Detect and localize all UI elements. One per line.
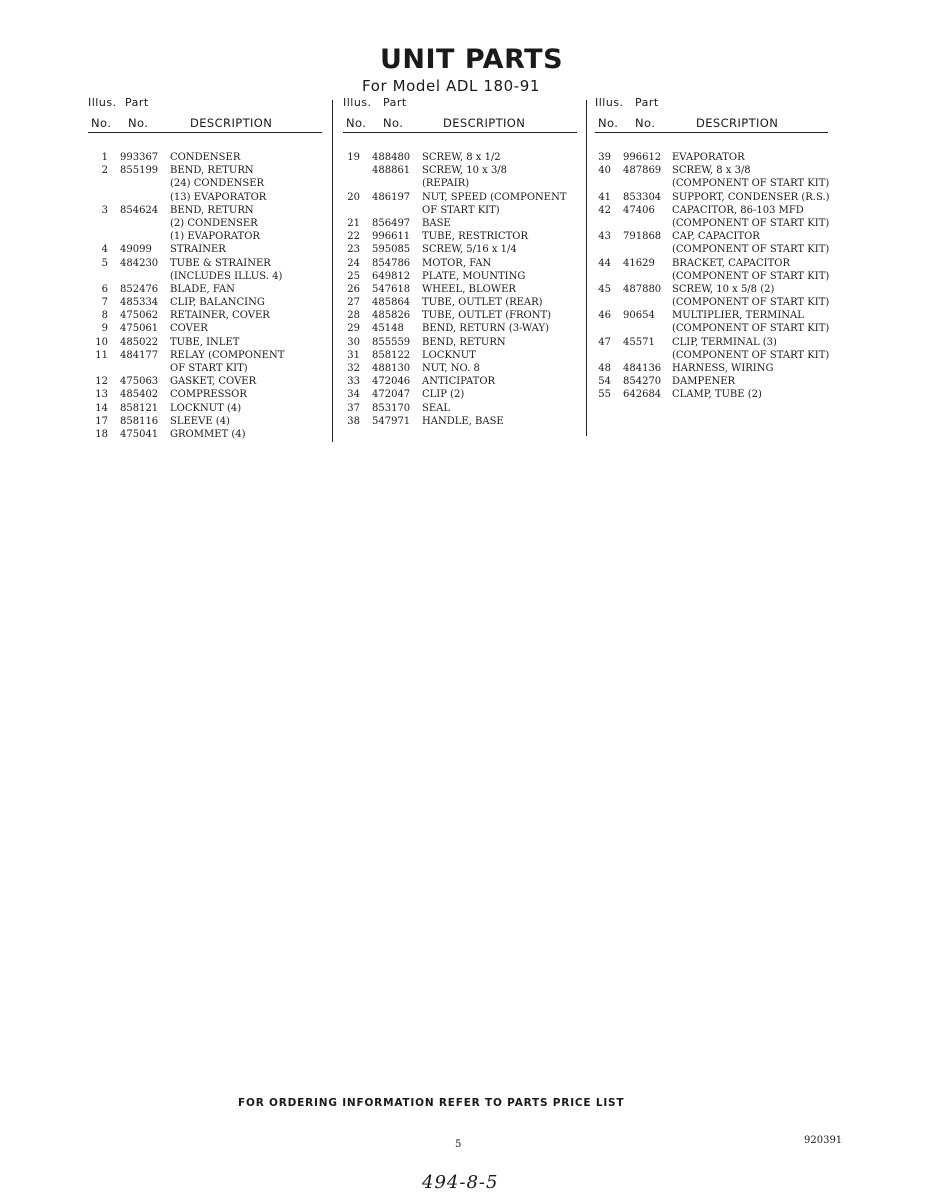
part-number: 485826 [372,310,411,322]
part-description: HARNESS, WIRING [672,363,774,374]
part-number: 791868 [623,231,662,243]
part-no-header: No. [635,116,656,130]
part-description: BASE [422,217,451,229]
part-number: 45571 [623,336,655,348]
column-divider [586,100,587,436]
illus-number: 34 [347,389,360,401]
part-no-header: No. [383,116,404,130]
illus-number: 27 [347,297,360,309]
part-number: 485402 [120,389,159,401]
header-rule [595,132,828,133]
description-header: DESCRIPTION [443,116,526,130]
part-number: 485022 [120,336,159,348]
part-description: (INCLUDES ILLUS. 4) [170,270,283,282]
part-number: 90654 [623,310,655,322]
part-description: CLIP, TERMINAL (3) [672,336,777,348]
part-description: SCREW, 10 x 5/8 (2) [672,283,775,295]
part-description: BEND, RETURN (3-WAY) [422,323,549,335]
illus-number: 47 [598,336,611,348]
part-description: PLATE, MOUNTING [422,270,526,282]
model-subtitle: For Model ADL 180-91 [362,77,541,95]
part-number: 853170 [372,402,411,414]
part-number: 993367 [120,152,159,163]
part-description: (COMPONENT OF START KIT) [672,217,830,229]
part-description: COVER [170,323,208,335]
part-description: SEAL [422,402,451,414]
part-number: 854786 [372,257,411,269]
part-description: (COMPONENT OF START KIT) [672,349,830,361]
description-header: DESCRIPTION [190,116,273,130]
illus-number: 54 [598,376,611,388]
part-description: (COMPONENT OF START KIT) [672,244,830,256]
part-description: TUBE, OUTLET (FRONT) [422,310,552,322]
part-description: MOTOR, FAN [422,257,492,269]
illus-number: 23 [347,244,360,256]
illus-number: 5 [101,257,108,269]
document-code: 920391 [804,1135,843,1146]
part-description: TUBE, OUTLET (REAR) [422,297,543,309]
part-number: 852476 [120,283,159,295]
illus-number: 24 [347,257,360,269]
illus-number: 4 [101,244,108,256]
illus-number: 29 [347,323,360,335]
header-rule [343,132,577,133]
header-rule [88,132,322,133]
part-description: MULTIPLIER, TERMINAL [672,310,804,322]
illus-header-top: Illus. [595,96,624,109]
part-number: 488130 [372,363,411,374]
illus-number: 17 [95,415,108,427]
illus-number: 3 [101,204,108,216]
illus-number: 37 [347,402,360,414]
part-number: 484230 [120,257,159,269]
part-header-top: Part [125,96,149,109]
part-description: BEND, RETURN [170,165,254,177]
part-number: 475062 [120,310,159,322]
part-number: 486197 [372,191,411,203]
part-number: 488861 [372,165,411,177]
part-description: EVAPORATOR [672,152,745,163]
part-description: STRAINER [170,244,226,256]
part-number: 853304 [623,191,662,203]
illus-no-header: No. [91,116,112,130]
part-description: CAPACITOR, 86-103 MFD [672,204,804,216]
part-number: 485334 [120,297,159,309]
column-divider [332,100,333,442]
illus-number: 8 [101,310,108,322]
part-description: SLEEVE (4) [170,415,230,427]
part-number: 41629 [623,257,655,269]
illus-number: 1 [101,152,108,163]
illus-number: 25 [347,270,360,282]
part-no-header: No. [128,116,149,130]
part-number: 475041 [120,428,159,440]
part-header-top: Part [383,96,407,109]
illus-number: 2 [101,165,108,177]
part-number: 547618 [372,283,411,295]
part-number: 854624 [120,204,159,216]
part-description: SCREW, 8 x 3/8 [672,165,751,177]
part-description: DAMPENER [672,376,736,388]
part-number: 487869 [623,165,662,177]
part-description: LOCKNUT [422,349,476,361]
illus-number: 6 [101,283,108,295]
part-number: 642684 [623,389,662,401]
illus-number: 20 [347,191,360,203]
part-number: 484177 [120,349,159,361]
illus-number: 7 [101,297,108,309]
illus-number: 55 [598,389,611,401]
part-description: OF START KIT) [422,204,500,216]
part-description: (24) CONDENSER [170,178,265,190]
part-description: SCREW, 10 x 3/8 [422,165,508,177]
part-description: WHEEL, BLOWER [422,283,516,295]
part-number: 855199 [120,165,159,177]
part-number: 858122 [372,349,411,361]
illus-number: 28 [347,310,360,322]
part-description: CAP, CAPACITOR [672,231,760,243]
part-description: TUBE & STRAINER [170,257,271,269]
part-description: GROMMET (4) [170,428,246,440]
part-number: 49099 [120,244,152,256]
part-number: 996612 [623,152,662,163]
part-number: 488480 [372,152,411,163]
part-number: 484136 [623,363,662,374]
illus-number: 33 [347,376,360,388]
illus-number: 9 [101,323,108,335]
illus-number: 10 [95,336,108,348]
part-description: RETAINER, COVER [170,310,270,322]
part-number: 856497 [372,217,411,229]
description-header: DESCRIPTION [696,116,779,130]
illus-header-top: Illus. [88,96,117,109]
illus-number: 21 [347,217,360,229]
part-number: 472046 [372,376,411,388]
part-number: 547971 [372,415,411,427]
part-description: SCREW, 5/16 x 1/4 [422,244,517,256]
part-description: TUBE, RESTRICTOR [422,231,528,243]
part-description: RELAY (COMPONENT [170,349,285,361]
part-description: GASKET, COVER [170,376,257,388]
illus-number: 11 [95,349,108,361]
illus-number: 26 [347,283,360,295]
part-description: CLIP (2) [422,389,465,401]
part-description: OF START KIT) [170,363,248,374]
part-number: 485864 [372,297,411,309]
part-description: NUT, NO. 8 [422,363,480,374]
illus-number: 31 [347,349,360,361]
part-description: CONDENSER [170,152,241,163]
part-description: (COMPONENT OF START KIT) [672,270,830,282]
part-description: HANDLE, BASE [422,415,504,427]
part-description: TUBE, INLET [170,336,240,348]
part-description: SCREW, 8 x 1/2 [422,152,501,163]
illus-number: 38 [347,415,360,427]
part-description: NUT, SPEED (COMPONENT [422,191,567,203]
part-description: COMPRESSOR [170,389,247,401]
part-description: CLIP, BALANCING [170,297,265,309]
illus-number: 30 [347,336,360,348]
illus-number: 19 [347,152,360,163]
part-number: 45148 [372,323,404,335]
part-description: ANTICIPATOR [422,376,496,388]
part-description: (REPAIR) [422,178,470,190]
part-number: 858116 [120,415,159,427]
illus-number: 14 [95,402,108,414]
illus-number: 39 [598,152,611,163]
part-description: (COMPONENT OF START KIT) [672,323,830,335]
part-header-top: Part [635,96,659,109]
part-description: BEND, RETURN [170,204,254,216]
illus-number: 40 [598,165,611,177]
part-number: 475061 [120,323,159,335]
illus-number: 32 [347,363,360,374]
part-description: (COMPONENT OF START KIT) [672,178,830,190]
part-description: LOCKNUT (4) [170,402,242,414]
illus-no-header: No. [598,116,619,130]
part-description: BEND, RETURN [422,336,506,348]
part-description: SUPPORT, CONDENSER (R.S.) [672,191,830,203]
illus-number: 13 [95,389,108,401]
illus-number: 42 [598,204,611,216]
part-number: 47406 [623,204,655,216]
ordering-info-footer: FOR ORDERING INFORMATION REFER TO PARTS PRICE LIST [238,1097,625,1109]
part-description: BRACKET, CAPACITOR [672,257,790,269]
page-number: 5 [455,1139,462,1150]
illus-number: 41 [598,191,611,203]
part-number: 858121 [120,402,159,414]
part-number: 472047 [372,389,411,401]
illus-number: 22 [347,231,360,243]
illus-header-top: Illus. [343,96,372,109]
part-number: 475063 [120,376,159,388]
part-number: 487880 [623,283,662,295]
part-number: 855559 [372,336,411,348]
part-number: 595085 [372,244,411,256]
part-number: 854270 [623,376,662,388]
part-number: 649812 [372,270,411,282]
illus-number: 43 [598,231,611,243]
part-description: BLADE, FAN [170,283,235,295]
part-description: CLAMP, TUBE (2) [672,389,762,401]
handwritten-note: 494-8-5 [422,1172,499,1193]
illus-number: 44 [598,257,611,269]
illus-no-header: No. [346,116,367,130]
illus-number: 45 [598,283,611,295]
part-description: (COMPONENT OF START KIT) [672,297,830,309]
page-title: UNIT PARTS [379,44,564,75]
illus-number: 48 [598,363,611,374]
part-description: (1) EVAPORATOR [170,231,260,243]
part-description: (13) EVAPORATOR [170,191,267,203]
part-description: (2) CONDENSER [170,217,258,229]
illus-number: 12 [95,376,108,388]
illus-number: 46 [598,310,611,322]
part-number: 996611 [372,231,411,243]
illus-number: 18 [95,428,108,440]
